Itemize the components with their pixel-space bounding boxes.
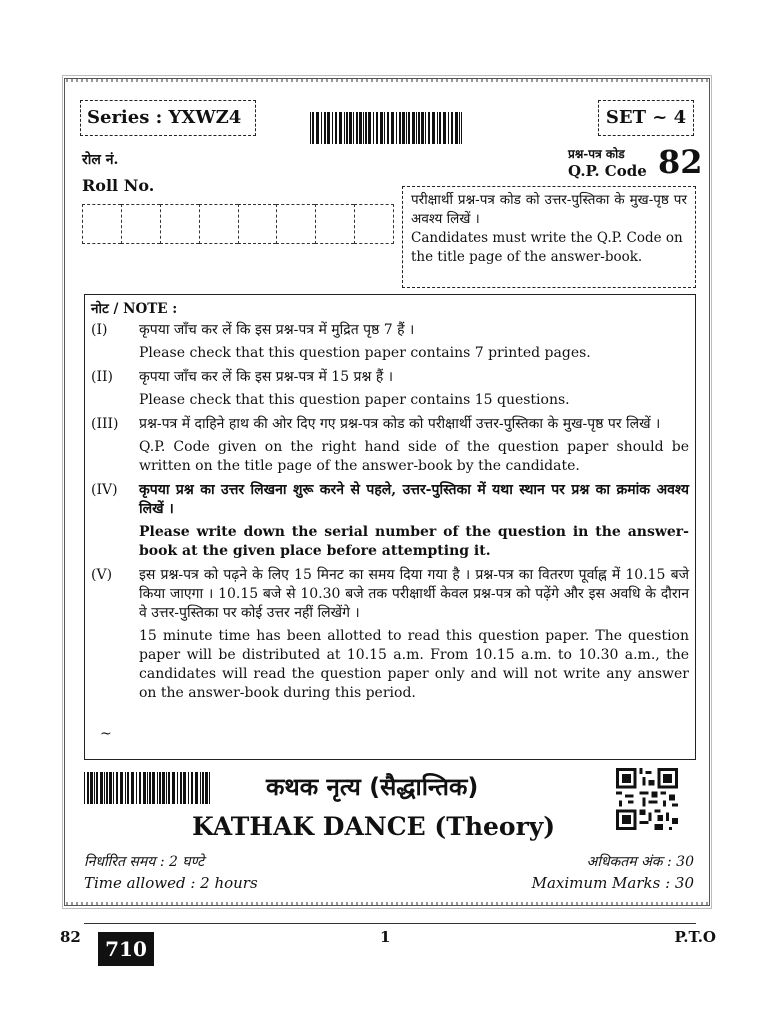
- barcode-bar: [84, 772, 85, 804]
- barcode-bar: [363, 112, 364, 144]
- subject-title-hindi: कथक नृत्य (सैद्धान्तिक): [266, 773, 479, 801]
- barcode-bar: [100, 772, 103, 804]
- barcode-bar: [162, 772, 165, 804]
- note-item-hindi: प्रश्न-पत्र में दाहिने हाथ की ओर दिए गए प्रश्न-पत्र कोड को परीक्षार्थी उत्तर-पुस्तिका के मुख-पृष्ठ पर लिखें ।: [139, 416, 661, 432]
- barcode-bottom: [84, 772, 210, 804]
- barcode-bar: [177, 772, 178, 804]
- barcode-bar: [180, 772, 182, 804]
- footer-qp-code: 82: [60, 928, 81, 946]
- barcode-bar: [443, 112, 446, 144]
- footer-rule: [84, 923, 696, 924]
- barcode-bar: [191, 772, 193, 804]
- barcode-bar: [172, 772, 175, 804]
- barcode-bar: [104, 772, 105, 804]
- roll-number-boxes[interactable]: [82, 204, 394, 244]
- note-item-english: Please check that this question paper contains 15 questions.: [139, 392, 570, 408]
- barcode-bar: [376, 112, 378, 144]
- note-item-english: Please check that this question paper contains 7 printed pages.: [139, 345, 591, 361]
- barcode-bar: [188, 772, 189, 804]
- time-allowed-hindi: निर्धारित समय : 2 घण्टे: [84, 854, 205, 870]
- note-item-hindi: कृपया जाँच कर लें कि इस प्रश्न-पत्र में मुद्रित पृष्ठ 7 हैं ।: [139, 322, 415, 338]
- maximum-marks: Maximum Marks : 30: [531, 874, 694, 892]
- barcode-bar: [149, 772, 151, 804]
- tilde-mark: ~: [100, 726, 112, 742]
- qr-code: [616, 768, 678, 830]
- barcode-bar: [421, 112, 424, 144]
- barcode-bar: [425, 112, 426, 144]
- barcode-bar: [439, 112, 441, 144]
- barcode-bar: [324, 112, 326, 144]
- barcode-bar: [168, 772, 170, 804]
- qp-code-label-hindi: प्रश्न-पत्र कोड: [568, 147, 625, 161]
- barcode-bar: [202, 772, 204, 804]
- barcode-bar: [391, 112, 394, 144]
- barcode-bar: [455, 112, 458, 144]
- barcode-bar: [94, 772, 95, 804]
- barcode-bar: [90, 772, 93, 804]
- barcode-bar: [402, 112, 405, 144]
- barcode-bar: [373, 112, 374, 144]
- barcode-bar: [346, 112, 348, 144]
- barcode-bar: [344, 112, 345, 144]
- note-box: [84, 294, 696, 760]
- note-item-number: (II): [91, 369, 113, 385]
- note-item: [91, 321, 689, 363]
- note-item-hindi: कृपया प्रश्न का उत्तर लिखना शुरू करने से पहले, उत्तर-पुस्तिका में यथा स्थान पर प्रश्न का क्रमांक अवश्य लिखें ।: [139, 482, 689, 517]
- barcode-bar: [136, 772, 137, 804]
- barcode-bar: [96, 772, 98, 804]
- barcode-bar: [183, 772, 186, 804]
- barcode-bar: [412, 112, 415, 144]
- roll-number-label: Roll No.: [82, 176, 155, 195]
- barcode-bar: [418, 112, 420, 144]
- candidate-instruction-english: Candidates must write the Q.P. Code on the title page of the answer-book.: [411, 230, 683, 265]
- roll-digit-box[interactable]: [121, 204, 160, 244]
- note-item: [91, 481, 689, 561]
- barcode-bar: [448, 112, 449, 144]
- time-allowed: Time allowed : 2 hours: [84, 874, 258, 892]
- barcode-bar: [209, 772, 210, 804]
- barcode-bar: [459, 112, 460, 144]
- pto-label: P.T.O: [674, 928, 716, 946]
- barcode-bar: [131, 772, 134, 804]
- barcode-bar: [332, 112, 333, 144]
- barcode-bar: [147, 772, 148, 804]
- note-item-english: 15 minute time has been allotted to read this question paper. The question paper will be distributed at 10.15 a.m. From 10.15 a.m. to 10.30 a.m., the candidates will read the question paper only and will not write any answer on the answer-book during this period.: [139, 628, 689, 701]
- roll-digit-box[interactable]: [160, 204, 199, 244]
- barcode-bar: [399, 112, 401, 144]
- note-item: [91, 368, 689, 410]
- qp-code-number: 82: [658, 143, 703, 181]
- page-number: 1: [380, 928, 391, 946]
- barcode-bar: [120, 772, 123, 804]
- footer-code-badge: 710: [98, 932, 154, 966]
- barcode-top: [310, 112, 462, 144]
- barcode-bar: [316, 112, 319, 144]
- roll-digit-box[interactable]: [238, 204, 277, 244]
- barcode-bar: [195, 772, 198, 804]
- roll-digit-box[interactable]: [354, 204, 394, 244]
- note-item-number: (IV): [91, 482, 118, 498]
- roll-digit-box[interactable]: [82, 204, 121, 244]
- barcode-bar: [139, 772, 141, 804]
- candidate-instruction-box: [402, 186, 696, 288]
- barcode-bar: [387, 112, 389, 144]
- note-item: [91, 415, 689, 476]
- barcode-bar: [368, 112, 371, 144]
- note-item-english: Please write down the serial number of the question in the answer-book at the given place before attempting it.: [139, 524, 689, 559]
- qp-code-label: Q.P. Code: [568, 162, 647, 180]
- barcode-bar: [461, 112, 462, 144]
- barcode-bar: [356, 112, 358, 144]
- barcode-bar: [451, 112, 453, 144]
- barcode-bar: [127, 772, 129, 804]
- barcode-bar: [335, 112, 337, 144]
- barcode-bar: [125, 772, 126, 804]
- set-label: SET ~ 4: [598, 100, 694, 136]
- barcode-bar: [310, 112, 311, 144]
- barcode-bar: [312, 112, 314, 144]
- barcode-bar: [349, 112, 352, 144]
- barcode-bar: [396, 112, 397, 144]
- barcode-bar: [157, 772, 158, 804]
- barcode-bar: [327, 112, 330, 144]
- barcode-bar: [416, 112, 417, 144]
- barcode-bar: [152, 772, 155, 804]
- barcode-bar: [200, 772, 201, 804]
- barcode-bar: [437, 112, 438, 144]
- barcode-bar: [159, 772, 161, 804]
- roll-digit-box[interactable]: [315, 204, 354, 244]
- note-item-number: (III): [91, 416, 119, 432]
- barcode-bar: [116, 772, 118, 804]
- barcode-bar: [432, 112, 435, 144]
- note-item: [91, 566, 689, 703]
- barcode-bar: [87, 772, 89, 804]
- barcode-bar: [109, 772, 112, 804]
- barcode-bar: [428, 112, 430, 144]
- roll-digit-box[interactable]: [199, 204, 238, 244]
- note-item-english: Q.P. Code given on the right hand side of the question paper should be written on the title page of the answer-book by the candidate.: [139, 439, 689, 474]
- note-item-number: (I): [91, 322, 108, 338]
- barcode-bar: [113, 772, 114, 804]
- note-item-hindi: कृपया जाँच कर लें कि इस प्रश्न-पत्र में 15 प्रश्न हैं ।: [139, 369, 394, 385]
- barcode-bar: [406, 112, 407, 144]
- barcode-bar: [359, 112, 362, 144]
- barcode-bar: [143, 772, 146, 804]
- note-item-hindi: इस प्रश्न-पत्र को पढ़ने के लिए 15 मिनट का समय दिया गया है । प्रश्न-पत्र का वितरण पूर्वाह्न में 10.15 बजे किया जाएगा । 10.15 बजे से 10.30 बजे तक परीक्षार्थी केवल प्रश्न-पत्र को पढ़ेंगे और इस अवधि के दौरान वे उत्तर-पुस्तिका पर कोई उत्तर नहीं लिखेंगे ।: [139, 567, 689, 621]
- barcode-bar: [166, 772, 167, 804]
- roll-number-label-hindi: रोल नं.: [82, 152, 119, 168]
- barcode-bar: [353, 112, 354, 144]
- candidate-instruction-hindi: परीक्षार्थी प्रश्न-पत्र कोड को उत्तर-पुस्तिका के मुख-पृष्ठ पर अवश्य लिखें ।: [411, 192, 687, 227]
- barcode-bar: [408, 112, 410, 144]
- roll-digit-box[interactable]: [276, 204, 315, 244]
- note-item-number: (V): [91, 567, 113, 583]
- barcode-bar: [321, 112, 322, 144]
- note-title: नोट / NOTE :: [91, 301, 178, 317]
- series-label: Series : YXWZ4: [80, 100, 256, 136]
- maximum-marks-hindi: अधिकतम अंक : 30: [586, 854, 694, 870]
- barcode-bar: [365, 112, 367, 144]
- barcode-bar: [106, 772, 108, 804]
- subject-title: KATHAK DANCE (Theory): [192, 812, 556, 841]
- barcode-bar: [205, 772, 208, 804]
- barcode-bar: [339, 112, 342, 144]
- barcode-bar: [384, 112, 385, 144]
- barcode-bar: [380, 112, 383, 144]
